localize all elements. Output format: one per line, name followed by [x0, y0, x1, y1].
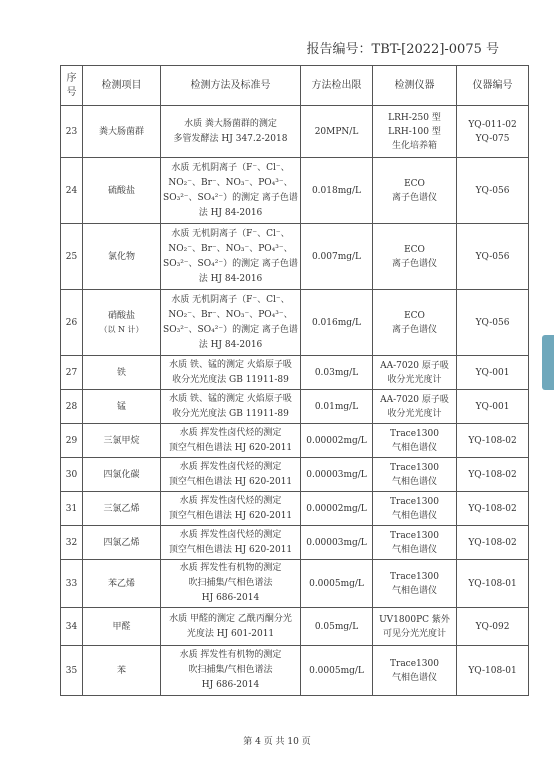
table-row [61, 608, 529, 646]
row-number-cell: 28 [61, 390, 83, 424]
code-line: YQ-075 [475, 133, 510, 144]
instrument-line: 气相色谱仪 [391, 544, 437, 555]
method-line: NO₂⁻、Br⁻、NO₃⁻、PO₄³⁻、 [168, 177, 293, 188]
test-item-cell [83, 608, 161, 646]
method-cell [161, 560, 301, 608]
test-item-name: 锰 [116, 401, 126, 412]
instrument-line: 离子色谱仪 [391, 324, 437, 335]
method-line: 吹扫捕集/气相色谱法 [188, 665, 273, 675]
method-cell [161, 526, 301, 560]
instrument-line: 离子色谱仪 [391, 258, 437, 269]
code-line: YQ-092 [475, 621, 510, 632]
row-number-cell: 27 [61, 356, 83, 390]
code-line: YQ-056 [475, 317, 510, 328]
table-row [61, 224, 529, 290]
row-number-cell: 34 [61, 608, 83, 646]
instrument-cell [373, 224, 457, 290]
method-line: NO₂⁻、Br⁻、NO₃⁻、PO₄³⁻、 [168, 309, 293, 320]
instrument-line: 气相色谱仪 [391, 476, 437, 487]
test-item-cell [83, 646, 161, 696]
table-row [61, 356, 529, 390]
table-row [61, 390, 529, 424]
method-line: 水质 无机阴离子（F⁻、Cl⁻、 [171, 162, 290, 173]
method-cell [161, 458, 301, 492]
detection-limit-cell: 0.05mg/L [301, 608, 373, 646]
column-header: 仪器编号 [457, 66, 529, 106]
method-line: 吹扫捕集/气相色谱法 [188, 578, 273, 588]
instrument-code-cell [457, 560, 529, 608]
page-number: 第 4 页 共 10 页 [243, 737, 311, 747]
method-line: 水质 挥发性有机物的测定 [179, 650, 282, 660]
instrument-line: 气相色谱仪 [391, 442, 437, 453]
test-item-cell [83, 526, 161, 560]
report-number: 报告编号：TBT-[2022]-0075 号 [306, 42, 499, 57]
method-cell [161, 424, 301, 458]
code-line: YQ-108-02 [468, 537, 517, 548]
test-item-cell [83, 290, 161, 356]
code-line: YQ-108-01 [468, 578, 517, 589]
test-item-name: 硝酸盐 [107, 310, 135, 321]
method-line: 法 HJ 84-2016 [198, 273, 263, 284]
table-row [61, 560, 529, 608]
method-cell [161, 106, 301, 158]
test-item-name: 三氯乙烯 [103, 503, 140, 514]
instrument-line: AA-7020 原子吸 [380, 394, 449, 405]
test-item-name: 硫酸盐 [107, 185, 135, 196]
instrument-line: 生化培养箱 [391, 140, 437, 151]
instrument-line: 气相色谱仪 [391, 585, 437, 596]
test-item-cell [83, 492, 161, 526]
instrument-line: 气相色谱仪 [391, 510, 437, 521]
method-line: SO₃²⁻、SO₄²⁻）的测定 离子色谱 [163, 324, 298, 335]
detection-limit-cell: 0.00002mg/L [301, 424, 373, 458]
test-item-name: 四氯化碳 [103, 469, 140, 480]
test-item-cell [83, 390, 161, 424]
detection-limit-cell: 0.018mg/L [301, 158, 373, 224]
instrument-line: 可见分光光度计 [382, 628, 446, 639]
method-line: 收分光光度法 GB 11911-89 [172, 408, 289, 419]
instrument-line: ECO [404, 310, 425, 321]
code-line: YQ-011-02 [468, 119, 517, 130]
table-row [61, 458, 529, 492]
instrument-cell [373, 290, 457, 356]
test-item-cell [83, 106, 161, 158]
test-item-name: 三氯甲烷 [103, 435, 140, 446]
column-header: 检测项目 [83, 66, 161, 106]
test-item-name: 四氯乙烯 [103, 537, 140, 548]
instrument-cell [373, 560, 457, 608]
test-method-table [60, 65, 529, 696]
instrument-code-cell [457, 158, 529, 224]
method-line: 光度法 HJ 601-2011 [186, 628, 275, 639]
instrument-line: LRH-100 型 [388, 126, 441, 137]
row-number-cell: 25 [61, 224, 83, 290]
test-item-cell [83, 356, 161, 390]
instrument-line: LRH-250 型 [388, 112, 441, 123]
method-line: SO₃²⁻、SO₄²⁻）的测定 离子色谱 [163, 258, 298, 269]
column-header: 序号 [61, 66, 83, 106]
code-line: YQ-056 [475, 251, 510, 262]
detection-limit-cell: 0.01mg/L [301, 390, 373, 424]
method-line: 顶空气相色谱法 HJ 620-2011 [168, 510, 293, 521]
code-line: YQ-108-01 [468, 665, 517, 676]
test-item-name: 苯 [116, 665, 126, 676]
method-line: SO₃²⁻、SO₄²⁻）的测定 离子色谱 [163, 192, 298, 203]
method-line: 收分光光度法 GB 11911-89 [172, 374, 289, 385]
test-item-cell [83, 458, 161, 492]
method-line: 水质 挥发性卤代烃的测定 [179, 495, 282, 506]
instrument-line: UV1800PC 紫外 [379, 614, 450, 625]
code-line: YQ-056 [475, 185, 510, 196]
instrument-cell [373, 356, 457, 390]
detection-limit-cell: 0.007mg/L [301, 224, 373, 290]
column-header: 检测方法及标准号 [161, 66, 301, 106]
instrument-line: ECO [404, 244, 425, 255]
instrument-cell [373, 646, 457, 696]
instrument-code-cell [457, 526, 529, 560]
table-row [61, 424, 529, 458]
test-item-note: （以 N 计） [99, 324, 144, 334]
method-line: 水质 挥发性卤代烃的测定 [179, 529, 282, 540]
instrument-line: Trace1300 [390, 428, 439, 439]
column-header: 检测仪器 [373, 66, 457, 106]
detection-limit-cell: 0.00003mg/L [301, 458, 373, 492]
method-line: 水质 挥发性卤代烃的测定 [179, 427, 282, 438]
test-item-cell [83, 224, 161, 290]
method-line: HJ 686-2014 [201, 593, 260, 603]
instrument-code-cell [457, 356, 529, 390]
test-item-cell [83, 158, 161, 224]
table-row [61, 526, 529, 560]
test-item-name: 粪大肠菌群 [98, 126, 144, 137]
row-number-cell: 26 [61, 290, 83, 356]
method-cell [161, 646, 301, 696]
method-line: 水质 甲醛的测定 乙酰丙酮分光 [169, 613, 292, 624]
method-cell [161, 290, 301, 356]
method-line: 顶空气相色谱法 HJ 620-2011 [168, 476, 293, 487]
table-row [61, 492, 529, 526]
row-number-cell: 33 [61, 560, 83, 608]
method-line: 水质 无机阴离子（F⁻、Cl⁻、 [171, 228, 290, 239]
method-line: 水质 挥发性有机物的测定 [179, 563, 282, 573]
instrument-code-cell [457, 290, 529, 356]
instrument-cell [373, 526, 457, 560]
method-line: NO₂⁻、Br⁻、NO₃⁻、PO₄³⁻、 [168, 243, 293, 254]
row-number-cell: 23 [61, 106, 83, 158]
row-number-cell: 32 [61, 526, 83, 560]
detection-limit-cell: 0.00003mg/L [301, 526, 373, 560]
code-line: YQ-108-02 [468, 435, 517, 446]
row-number-cell: 29 [61, 424, 83, 458]
table-header-row [61, 66, 529, 106]
instrument-cell [373, 608, 457, 646]
method-line: HJ 686-2014 [201, 680, 260, 690]
instrument-code-cell [457, 458, 529, 492]
table-row [61, 106, 529, 158]
instrument-line: AA-7020 原子吸 [380, 360, 449, 371]
method-line: 多管发酵法 HJ 347.2-2018 [173, 133, 288, 144]
detection-limit-cell: 0.0005mg/L [301, 560, 373, 608]
method-line: 法 HJ 84-2016 [198, 207, 263, 218]
instrument-code-cell [457, 390, 529, 424]
method-line: 水质 挥发性卤代烃的测定 [179, 461, 282, 472]
instrument-cell [373, 158, 457, 224]
method-line: 水质 铁、锰的测定 火焰原子吸 [169, 359, 292, 370]
code-line: YQ-001 [475, 367, 510, 378]
test-item-name: 铁 [116, 367, 126, 378]
test-item-name: 苯乙烯 [107, 578, 135, 589]
table-row [61, 158, 529, 224]
row-number-cell: 24 [61, 158, 83, 224]
instrument-code-cell [457, 492, 529, 526]
code-line: YQ-108-02 [468, 503, 517, 514]
row-number-cell: 31 [61, 492, 83, 526]
test-item-name: 氯化物 [107, 251, 135, 262]
instrument-line: Trace1300 [390, 658, 439, 669]
instrument-cell [373, 492, 457, 526]
method-line: 法 HJ 84-2016 [198, 339, 263, 350]
method-cell [161, 608, 301, 646]
detection-limit-cell: 0.016mg/L [301, 290, 373, 356]
instrument-code-cell [457, 646, 529, 696]
instrument-line: 收分光光度计 [387, 374, 442, 385]
instrument-line: Trace1300 [390, 571, 439, 582]
method-cell [161, 492, 301, 526]
table-row [61, 290, 529, 356]
row-number-cell: 35 [61, 646, 83, 696]
code-line: YQ-001 [475, 401, 510, 412]
row-number-cell: 30 [61, 458, 83, 492]
instrument-code-cell [457, 224, 529, 290]
test-item-cell [83, 560, 161, 608]
instrument-cell [373, 106, 457, 158]
instrument-cell [373, 390, 457, 424]
detection-limit-cell: 0.03mg/L [301, 356, 373, 390]
instrument-line: ECO [404, 178, 425, 189]
column-header: 方法检出限 [301, 66, 373, 106]
detection-limit-cell: 0.00002mg/L [301, 492, 373, 526]
instrument-line: Trace1300 [390, 530, 439, 541]
instrument-cell [373, 424, 457, 458]
test-item-cell [83, 424, 161, 458]
instrument-code-cell [457, 608, 529, 646]
test-item-name: 甲醛 [112, 621, 131, 632]
detection-limit-cell: 20MPN/L [301, 106, 373, 158]
method-cell [161, 158, 301, 224]
instrument-line: Trace1300 [390, 496, 439, 507]
code-line: YQ-108-02 [468, 469, 517, 480]
table-row [61, 646, 529, 696]
instrument-code-cell [457, 424, 529, 458]
method-cell [161, 356, 301, 390]
detection-limit-cell: 0.0005mg/L [301, 646, 373, 696]
method-line: 水质 粪大肠菌群的测定 [184, 118, 277, 129]
method-line: 水质 铁、锰的测定 火焰原子吸 [169, 393, 292, 404]
instrument-line: 气相色谱仪 [391, 672, 437, 683]
instrument-line: 离子色谱仪 [391, 192, 437, 203]
method-line: 水质 无机阴离子（F⁻、Cl⁻、 [171, 294, 290, 305]
instrument-line: Trace1300 [390, 462, 439, 473]
method-line: 顶空气相色谱法 HJ 620-2011 [168, 442, 293, 453]
instrument-line: 收分光光度计 [387, 408, 442, 419]
side-tab-marker [542, 335, 554, 390]
instrument-cell [373, 458, 457, 492]
method-cell [161, 390, 301, 424]
method-cell [161, 224, 301, 290]
method-line: 顶空气相色谱法 HJ 620-2011 [168, 544, 293, 555]
instrument-code-cell [457, 106, 529, 158]
